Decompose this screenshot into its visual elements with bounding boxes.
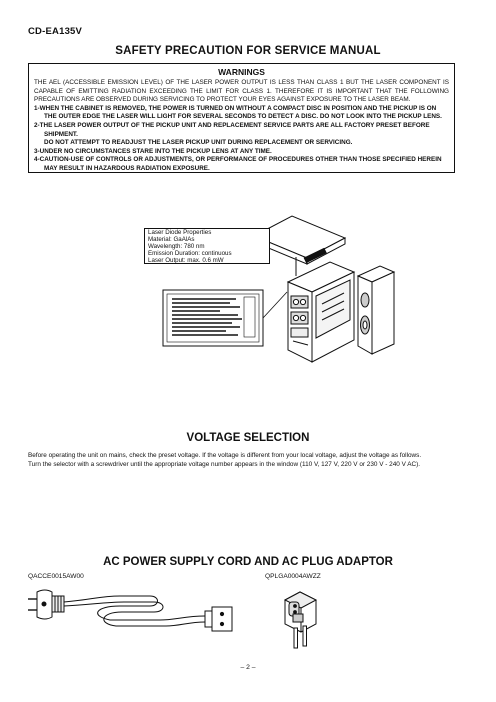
warning-item-2-sub: DO NOT ATTEMPT TO READJUST THE LASER PICKUP UNIT DURING REPLACEMENT OR SERVICING.: [44, 139, 353, 147]
cord-part-code: QACCE0015AW00: [28, 573, 84, 580]
ac-cord-heading: AC POWER SUPPLY CORD AND AC PLUG ADAPTOR: [103, 556, 393, 568]
safety-heading: SAFETY PRECAUTION FOR SERVICE MANUAL: [115, 45, 381, 57]
power-cord: [64, 596, 205, 626]
warnings-title: WARNINGS: [218, 67, 265, 77]
label-leader-line: [263, 292, 287, 318]
stereo-main-unit: [288, 262, 354, 362]
warning-item-3: 3-UNDER NO CIRCUMSTANCES STARE INTO THE PICKUP LENS AT ANY TIME.: [34, 147, 272, 155]
warnings-intro: THE AEL (ACCESSIBLE EMISSION LEVEL) OF THE LASER POWER OUTPUT IS LESS THAN CLASS 1 BUT THE LASER COMPONENT IS CAPABLE OF EMITTING RADIATION EXCEEDING THE LIMIT FOR CLASS 1. THEREFORE IT IS IMPORTANT THAT THE FOLLOWING PRECAUTIONS ARE OBSERVED DURING SERVICING TO PROTECT YOUR EYES AGAINST EXPOSURE TO THE LASER BEAM.: [34, 79, 449, 104]
warning-item-1: 1-WHEN THE CABINET IS REMOVED, THE POWER IS TURNED ON WITHOUT A COMPACT DISC IN POSITION AND THE PICKUP IS ON THE OUTER EDGE THE LASER WILL LIGHT FOR SEVERAL SECONDS TO DETECT A DISC. DO NOT LOOK INTO THE PICKUP LENS.: [34, 104, 442, 121]
warning-item-4: 4-CAUTION-USE OF CONTROLS OR ADJUSTMENTS, OR PERFORMANCE OF PROCEDURES OTHER THAN THOSE SPECIFIED HEREIN MAY RESULT IN HAZARDOUS RADIATION EXPOSURE.: [34, 156, 442, 172]
caution-label-plate: [163, 290, 263, 346]
laser-props-line-1: Laser Diode Properties: [148, 229, 212, 236]
speaker: [358, 266, 394, 354]
laser-props-line-4: Emission Duration: continuous: [148, 249, 232, 257]
page-number: – 2 –: [240, 664, 256, 671]
voltage-para-2: Turn the selector with a screwdriver until the appropriate voltage number appears in the window (110 V, 127 V, 220 V or 230 V - 240 V AC).: [28, 460, 421, 468]
laser-props-line-3: Wavelength: 780 nm: [148, 242, 205, 250]
laser-diode-properties-box: [144, 228, 270, 264]
europlug: [28, 590, 64, 619]
voltage-para-1: Before operating the unit on mains, check the preset voltage. If the voltage is different from your local voltage, adjust the voltage as follows.: [28, 452, 422, 459]
voltage-instructions: [28, 452, 468, 470]
laser-props-line-2: Material: GaAlAs: [148, 235, 195, 243]
appliance-connector: [205, 607, 232, 631]
laser-props-line-5: Laser Output: max. 0.6 mW: [148, 256, 224, 264]
warning-item-2-text: 2-THE LASER POWER OUTPUT OF THE PICKUP UNIT AND REPLACEMENT SERVICE PARTS ARE ALL FACTORY PRESET BEFORE SHIPMENT.: [34, 121, 430, 138]
plug-adaptor: [285, 592, 316, 648]
model-number: CD-EA135V: [28, 26, 83, 37]
voltage-heading: VOLTAGE SELECTION: [186, 432, 310, 444]
adaptor-part-code: QPLGA0004AWZZ: [265, 573, 321, 580]
